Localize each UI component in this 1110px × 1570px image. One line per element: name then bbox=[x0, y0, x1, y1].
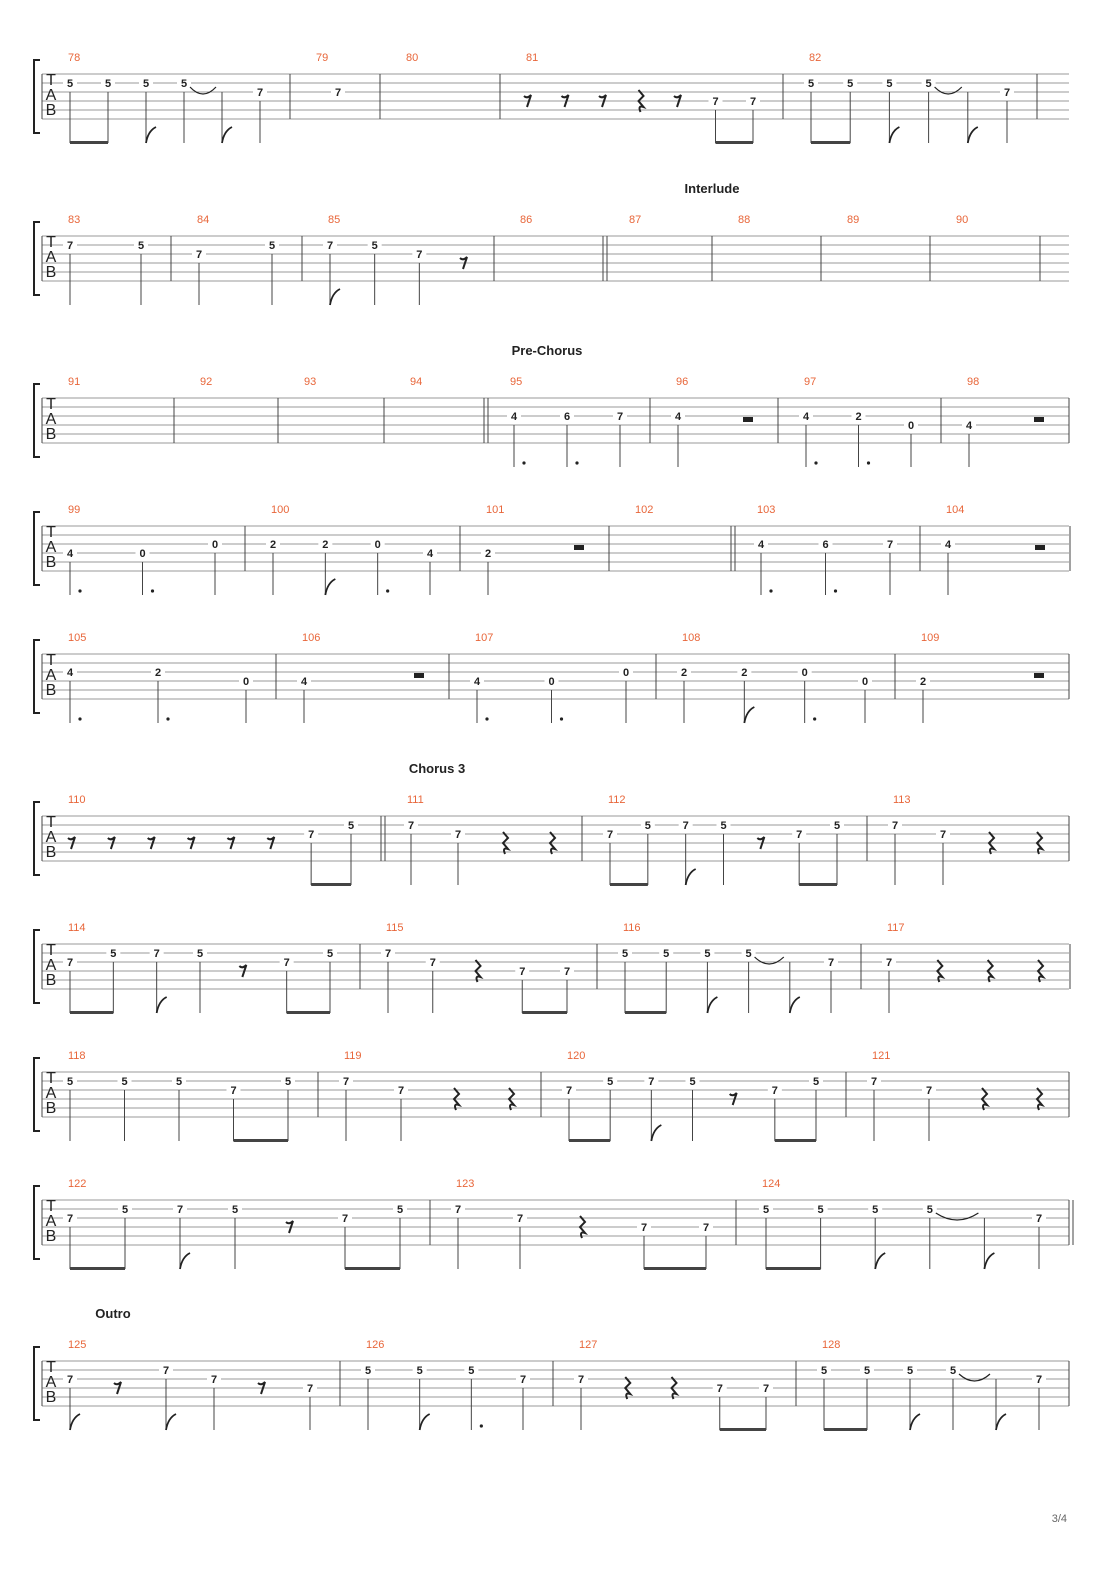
tab-clef-letter: A bbox=[45, 1374, 57, 1391]
fret-number: 5 bbox=[704, 948, 711, 960]
note-flag bbox=[651, 1125, 661, 1141]
fret-number: 7 bbox=[716, 1383, 723, 1395]
fret-number: 7 bbox=[925, 1085, 933, 1097]
fret-number: 5 bbox=[121, 1076, 128, 1088]
fret-number: 7 bbox=[230, 1085, 237, 1097]
note-flag bbox=[968, 127, 978, 143]
half-rest bbox=[574, 545, 584, 550]
fret-number: 0 bbox=[548, 676, 555, 688]
fret-number: 7 bbox=[640, 1222, 648, 1234]
note-beam bbox=[70, 1267, 125, 1270]
fret-number: 7 bbox=[712, 96, 719, 108]
measure-number: 97 bbox=[804, 376, 817, 388]
measure-number: 98 bbox=[967, 376, 980, 388]
fret-number: 7 bbox=[416, 249, 423, 261]
tab-clef-letter: B bbox=[45, 264, 57, 281]
note-beam bbox=[824, 1428, 867, 1431]
measure-number: 113 bbox=[893, 794, 911, 806]
note-flag bbox=[910, 1414, 920, 1430]
tab-clef-letter: T bbox=[46, 652, 56, 669]
measure-number: 94 bbox=[410, 376, 423, 388]
fret-number: 7 bbox=[195, 249, 203, 261]
duration-dot bbox=[78, 717, 81, 720]
measure-number: 126 bbox=[366, 1339, 385, 1351]
duration-dot bbox=[813, 717, 816, 720]
measure-number: 112 bbox=[608, 794, 626, 806]
note-beam bbox=[610, 883, 648, 886]
fret-number: 5 bbox=[812, 1076, 820, 1088]
tie-arc bbox=[959, 1374, 990, 1381]
fret-number: 5 bbox=[807, 78, 815, 90]
system-bracket bbox=[34, 1186, 40, 1259]
measure-number: 110 bbox=[68, 794, 86, 806]
fret-number: 5 bbox=[689, 1076, 696, 1088]
fret-number: 0 bbox=[907, 420, 915, 432]
fret-number: 7 bbox=[939, 829, 947, 841]
note-beam bbox=[775, 1139, 816, 1142]
note-flag bbox=[70, 1414, 80, 1430]
fret-number: 5 bbox=[762, 1204, 770, 1216]
tab-clef-letter: B bbox=[45, 1389, 57, 1406]
fret-number: 5 bbox=[820, 1365, 828, 1377]
measure-number: 128 bbox=[822, 1339, 841, 1351]
tab-clef-letter: T bbox=[46, 1198, 56, 1215]
fret-number: 2 bbox=[484, 548, 492, 560]
fret-number: 7 bbox=[429, 957, 436, 969]
fret-number: 5 bbox=[949, 1365, 957, 1377]
fret-number: 7 bbox=[66, 240, 74, 252]
note-flag bbox=[744, 707, 754, 723]
tab-clef-letter: B bbox=[45, 1228, 57, 1245]
note-beam bbox=[234, 1139, 289, 1142]
tab-clef-letter: T bbox=[46, 942, 56, 959]
tab-clef-letter: T bbox=[46, 234, 56, 251]
fret-number: 4 bbox=[944, 539, 952, 551]
fret-number: 7 bbox=[1035, 1374, 1043, 1386]
fret-number: 5 bbox=[364, 1365, 372, 1377]
duration-dot bbox=[166, 717, 169, 720]
duration-dot bbox=[522, 461, 525, 464]
tab-system bbox=[34, 761, 1069, 886]
fret-number: 7 bbox=[519, 1374, 527, 1386]
fret-number: 7 bbox=[454, 829, 462, 841]
duration-dot bbox=[814, 461, 817, 464]
fret-number: 7 bbox=[749, 96, 757, 108]
measure-number: 105 bbox=[68, 632, 87, 644]
note-flag bbox=[166, 1414, 176, 1430]
duration-dot bbox=[78, 589, 81, 592]
fret-number: 7 bbox=[891, 820, 899, 832]
measure-number: 78 bbox=[68, 52, 81, 64]
note-beam bbox=[70, 141, 108, 144]
measure-number: 90 bbox=[956, 214, 969, 226]
note-flag bbox=[996, 1414, 1006, 1430]
fret-number: 5 bbox=[720, 820, 727, 832]
fret-number: 7 bbox=[1003, 87, 1011, 99]
note-flag bbox=[889, 127, 899, 143]
fret-number: 5 bbox=[925, 78, 932, 90]
duration-dot bbox=[769, 589, 772, 592]
fret-number: 6 bbox=[563, 411, 571, 423]
tab-clef-letter: T bbox=[46, 72, 56, 89]
page-number: 3/4 bbox=[1051, 1513, 1067, 1525]
fret-number: 5 bbox=[644, 820, 651, 832]
fret-number: 4 bbox=[300, 676, 308, 688]
fret-number: 4 bbox=[426, 548, 434, 560]
fret-number: 7 bbox=[771, 1085, 778, 1097]
fret-number: 7 bbox=[283, 957, 290, 969]
fret-number: 5 bbox=[137, 240, 145, 252]
measure-number: 114 bbox=[68, 922, 86, 934]
fret-number: 7 bbox=[519, 966, 526, 978]
fret-number: 5 bbox=[371, 240, 378, 252]
tie-arc bbox=[755, 957, 784, 964]
note-flag bbox=[330, 289, 340, 305]
fret-number: 7 bbox=[384, 948, 392, 960]
measure-number: 111 bbox=[407, 794, 424, 806]
measure-number: 115 bbox=[386, 922, 404, 934]
fret-number: 4 bbox=[802, 411, 810, 423]
tab-system bbox=[34, 922, 1070, 1014]
half-rest bbox=[414, 673, 424, 678]
measure-number: 85 bbox=[328, 214, 341, 226]
fret-number: 0 bbox=[211, 539, 219, 551]
measure-number: 107 bbox=[475, 632, 494, 644]
measure-number: 84 bbox=[197, 214, 210, 226]
fret-number: 5 bbox=[231, 1204, 239, 1216]
section-title: Interlude bbox=[684, 181, 740, 196]
measure-number: 81 bbox=[526, 52, 539, 64]
note-flag bbox=[180, 1253, 190, 1269]
fret-number: 0 bbox=[139, 548, 146, 560]
tab-system bbox=[34, 1050, 1069, 1142]
tab-clef-letter: A bbox=[45, 411, 57, 428]
fret-number: 5 bbox=[396, 1204, 404, 1216]
note-flag bbox=[875, 1253, 885, 1269]
note-beam bbox=[625, 1011, 666, 1014]
tab-clef-letter: B bbox=[45, 1100, 57, 1117]
system-bracket bbox=[34, 60, 40, 133]
fret-number: 7 bbox=[796, 829, 803, 841]
fret-number: 7 bbox=[66, 1374, 74, 1386]
fret-number: 5 bbox=[926, 1204, 933, 1216]
tab-clef-letter: A bbox=[45, 87, 57, 104]
note-flag bbox=[157, 997, 167, 1013]
tab-system bbox=[34, 1178, 1073, 1270]
measure-number: 125 bbox=[68, 1339, 87, 1351]
measure-number: 109 bbox=[921, 632, 940, 644]
fret-number: 7 bbox=[565, 1085, 573, 1097]
measure-number: 122 bbox=[68, 1178, 87, 1190]
fret-number: 7 bbox=[885, 957, 893, 969]
section-title: Pre-Chorus bbox=[511, 343, 583, 358]
fret-number: 7 bbox=[326, 240, 334, 252]
fret-number: 5 bbox=[906, 1365, 914, 1377]
measure-number: 108 bbox=[682, 632, 701, 644]
tab-clef-letter: T bbox=[46, 396, 56, 413]
fret-number: 5 bbox=[196, 948, 204, 960]
note-beam bbox=[799, 883, 837, 886]
measure-number: 121 bbox=[872, 1050, 891, 1062]
fret-number: 7 bbox=[454, 1204, 462, 1216]
fret-number: 5 bbox=[663, 948, 670, 960]
fret-number: 4 bbox=[473, 676, 481, 688]
note-beam bbox=[70, 1011, 113, 1014]
fret-number: 7 bbox=[176, 1204, 184, 1216]
note-beam bbox=[287, 1011, 330, 1014]
measure-number: 91 bbox=[68, 376, 81, 388]
measure-number: 95 bbox=[510, 376, 523, 388]
tab-clef-letter: A bbox=[45, 667, 57, 684]
note-flag bbox=[707, 997, 717, 1013]
fret-number: 0 bbox=[801, 667, 808, 679]
fret-number: 5 bbox=[468, 1365, 475, 1377]
fret-number: 5 bbox=[347, 820, 355, 832]
tab-clef-letter: B bbox=[45, 682, 57, 699]
fret-number: 5 bbox=[180, 78, 188, 90]
tab-clef-letter: T bbox=[46, 814, 56, 831]
note-flag bbox=[222, 127, 232, 143]
fret-number: 7 bbox=[870, 1076, 878, 1088]
fret-number: 7 bbox=[702, 1222, 710, 1234]
measure-number: 101 bbox=[486, 504, 505, 516]
half-rest bbox=[1034, 417, 1044, 422]
measure-number: 123 bbox=[456, 1178, 475, 1190]
system-bracket bbox=[34, 930, 40, 1003]
measure-number: 96 bbox=[676, 376, 689, 388]
fret-number: 5 bbox=[66, 1076, 74, 1088]
note-flag bbox=[984, 1253, 994, 1269]
fret-number: 7 bbox=[516, 1213, 524, 1225]
duration-dot bbox=[151, 589, 154, 592]
fret-number: 7 bbox=[886, 539, 894, 551]
fret-number: 5 bbox=[416, 1365, 423, 1377]
fret-number: 5 bbox=[142, 78, 150, 90]
measure-number: 103 bbox=[757, 504, 776, 516]
measure-number: 86 bbox=[520, 214, 533, 226]
fret-number: 7 bbox=[66, 1213, 74, 1225]
fret-number: 5 bbox=[175, 1076, 183, 1088]
duration-dot bbox=[834, 589, 837, 592]
fret-number: 5 bbox=[621, 948, 629, 960]
fret-number: 5 bbox=[110, 948, 117, 960]
tab-system bbox=[34, 181, 1069, 305]
system-bracket bbox=[34, 1058, 40, 1131]
duration-dot bbox=[386, 589, 389, 592]
measure-number: 79 bbox=[316, 52, 329, 64]
half-rest bbox=[1034, 673, 1044, 678]
tab-system bbox=[34, 52, 1069, 144]
fret-number: 5 bbox=[833, 820, 841, 832]
tab-clef-letter: A bbox=[45, 1085, 57, 1102]
note-beam bbox=[569, 1139, 610, 1142]
fret-number: 7 bbox=[827, 957, 835, 969]
fret-number: 5 bbox=[607, 1076, 614, 1088]
tab-system bbox=[34, 632, 1069, 723]
tab-clef-letter: A bbox=[45, 1213, 57, 1230]
note-beam bbox=[522, 1011, 567, 1014]
fret-number: 5 bbox=[104, 78, 112, 90]
fret-number: 7 bbox=[210, 1374, 218, 1386]
tab-clef-letter: A bbox=[45, 539, 57, 556]
fret-number: 7 bbox=[334, 87, 342, 99]
measure-number: 106 bbox=[302, 632, 321, 644]
fret-number: 7 bbox=[397, 1085, 405, 1097]
fret-number: 0 bbox=[861, 676, 869, 688]
note-flag bbox=[790, 997, 800, 1013]
fret-number: 5 bbox=[872, 1204, 879, 1216]
tab-clef-letter: B bbox=[45, 102, 57, 119]
fret-number: 0 bbox=[622, 667, 630, 679]
fret-number: 2 bbox=[154, 667, 162, 679]
fret-number: 4 bbox=[66, 667, 74, 679]
tie-arc bbox=[936, 1213, 979, 1220]
fret-number: 7 bbox=[341, 1213, 349, 1225]
tab-system bbox=[34, 504, 1070, 595]
tab-clef-letter: T bbox=[46, 524, 56, 541]
measure-number: 116 bbox=[623, 922, 641, 934]
system-bracket bbox=[34, 512, 40, 585]
fret-number: 5 bbox=[66, 78, 74, 90]
tab-system bbox=[34, 343, 1069, 467]
fret-number: 5 bbox=[817, 1204, 824, 1216]
fret-number: 2 bbox=[919, 676, 927, 688]
fret-number: 4 bbox=[965, 420, 973, 432]
fret-number: 5 bbox=[121, 1204, 129, 1216]
fret-number: 7 bbox=[577, 1374, 585, 1386]
fret-number: 5 bbox=[284, 1076, 292, 1088]
tab-clef-letter: A bbox=[45, 957, 57, 974]
note-flag bbox=[420, 1414, 430, 1430]
fret-number: 5 bbox=[863, 1365, 871, 1377]
tab-clef-letter: A bbox=[45, 829, 57, 846]
duration-dot bbox=[480, 1424, 483, 1427]
measure-number: 87 bbox=[629, 214, 642, 226]
duration-dot bbox=[575, 461, 578, 464]
note-beam bbox=[716, 141, 754, 144]
tie-arc bbox=[935, 87, 962, 94]
fret-number: 7 bbox=[256, 87, 264, 99]
section-title: Chorus 3 bbox=[408, 761, 466, 776]
fret-number: 2 bbox=[680, 667, 688, 679]
fret-number: 4 bbox=[757, 539, 765, 551]
system-bracket bbox=[34, 1347, 40, 1420]
fret-number: 7 bbox=[153, 948, 160, 960]
fret-number: 5 bbox=[847, 78, 854, 90]
system-bracket bbox=[34, 222, 40, 295]
tab-clef-letter: B bbox=[45, 972, 57, 989]
duration-dot bbox=[560, 717, 563, 720]
fret-number: 7 bbox=[162, 1365, 170, 1377]
fret-number: 7 bbox=[606, 829, 614, 841]
duration-dot bbox=[867, 461, 870, 464]
fret-number: 7 bbox=[682, 820, 689, 832]
fret-number: 7 bbox=[616, 411, 624, 423]
measure-number: 100 bbox=[271, 504, 290, 516]
tab-clef-letter: T bbox=[46, 1070, 56, 1087]
measure-number: 82 bbox=[809, 52, 822, 64]
fret-number: 5 bbox=[326, 948, 334, 960]
fret-number: 0 bbox=[374, 539, 381, 551]
measure-number: 92 bbox=[200, 376, 213, 388]
measure-number: 99 bbox=[68, 504, 81, 516]
system-bracket bbox=[34, 384, 40, 457]
measure-number: 118 bbox=[68, 1050, 86, 1062]
measure-number: 102 bbox=[635, 504, 654, 516]
fret-number: 7 bbox=[66, 957, 74, 969]
tab-clef-letter: B bbox=[45, 426, 57, 443]
tab-clef-letter: B bbox=[45, 554, 57, 571]
fret-number: 2 bbox=[855, 411, 862, 423]
measure-number: 127 bbox=[579, 1339, 598, 1351]
half-rest bbox=[743, 417, 753, 422]
note-beam bbox=[345, 1267, 400, 1270]
half-rest bbox=[1035, 545, 1045, 550]
note-beam bbox=[311, 883, 351, 886]
measure-number: 117 bbox=[887, 922, 905, 934]
fret-number: 2 bbox=[322, 539, 329, 551]
note-beam bbox=[644, 1267, 706, 1270]
measure-number: 119 bbox=[344, 1050, 362, 1062]
note-beam bbox=[811, 141, 850, 144]
tab-clef-letter: A bbox=[45, 249, 57, 266]
fret-number: 7 bbox=[563, 966, 571, 978]
tie-arc bbox=[190, 87, 216, 94]
system-bracket bbox=[34, 802, 40, 875]
note-beam bbox=[766, 1267, 821, 1270]
fret-number: 7 bbox=[648, 1076, 655, 1088]
fret-number: 2 bbox=[269, 539, 277, 551]
fret-number: 5 bbox=[268, 240, 276, 252]
system-bracket bbox=[34, 640, 40, 713]
note-beam bbox=[720, 1428, 766, 1431]
measure-number: 120 bbox=[567, 1050, 586, 1062]
fret-number: 2 bbox=[741, 667, 748, 679]
note-flag bbox=[325, 579, 335, 595]
tab-clef-letter: B bbox=[45, 844, 57, 861]
measure-number: 89 bbox=[847, 214, 860, 226]
tab-system bbox=[34, 1306, 1069, 1431]
duration-dot bbox=[485, 717, 488, 720]
measure-number: 88 bbox=[738, 214, 751, 226]
measure-number: 80 bbox=[406, 52, 419, 64]
measure-number: 83 bbox=[68, 214, 81, 226]
fret-number: 5 bbox=[745, 948, 752, 960]
measure-number: 93 bbox=[304, 376, 317, 388]
fret-number: 7 bbox=[306, 1383, 314, 1395]
note-flag bbox=[146, 127, 156, 143]
fret-number: 7 bbox=[308, 829, 315, 841]
fret-number: 7 bbox=[342, 1076, 350, 1088]
fret-number: 6 bbox=[822, 539, 829, 551]
fret-number: 0 bbox=[242, 676, 250, 688]
fret-number: 7 bbox=[407, 820, 415, 832]
fret-number: 4 bbox=[674, 411, 682, 423]
section-title: Outro bbox=[95, 1306, 131, 1321]
fret-number: 7 bbox=[762, 1383, 770, 1395]
fret-number: 4 bbox=[510, 411, 518, 423]
fret-number: 4 bbox=[66, 548, 74, 560]
measure-number: 104 bbox=[946, 504, 965, 516]
fret-number: 7 bbox=[1035, 1213, 1043, 1225]
measure-number: 124 bbox=[762, 1178, 781, 1190]
note-flag bbox=[686, 869, 696, 885]
fret-number: 5 bbox=[886, 78, 893, 90]
tab-clef-letter: T bbox=[46, 1359, 56, 1376]
